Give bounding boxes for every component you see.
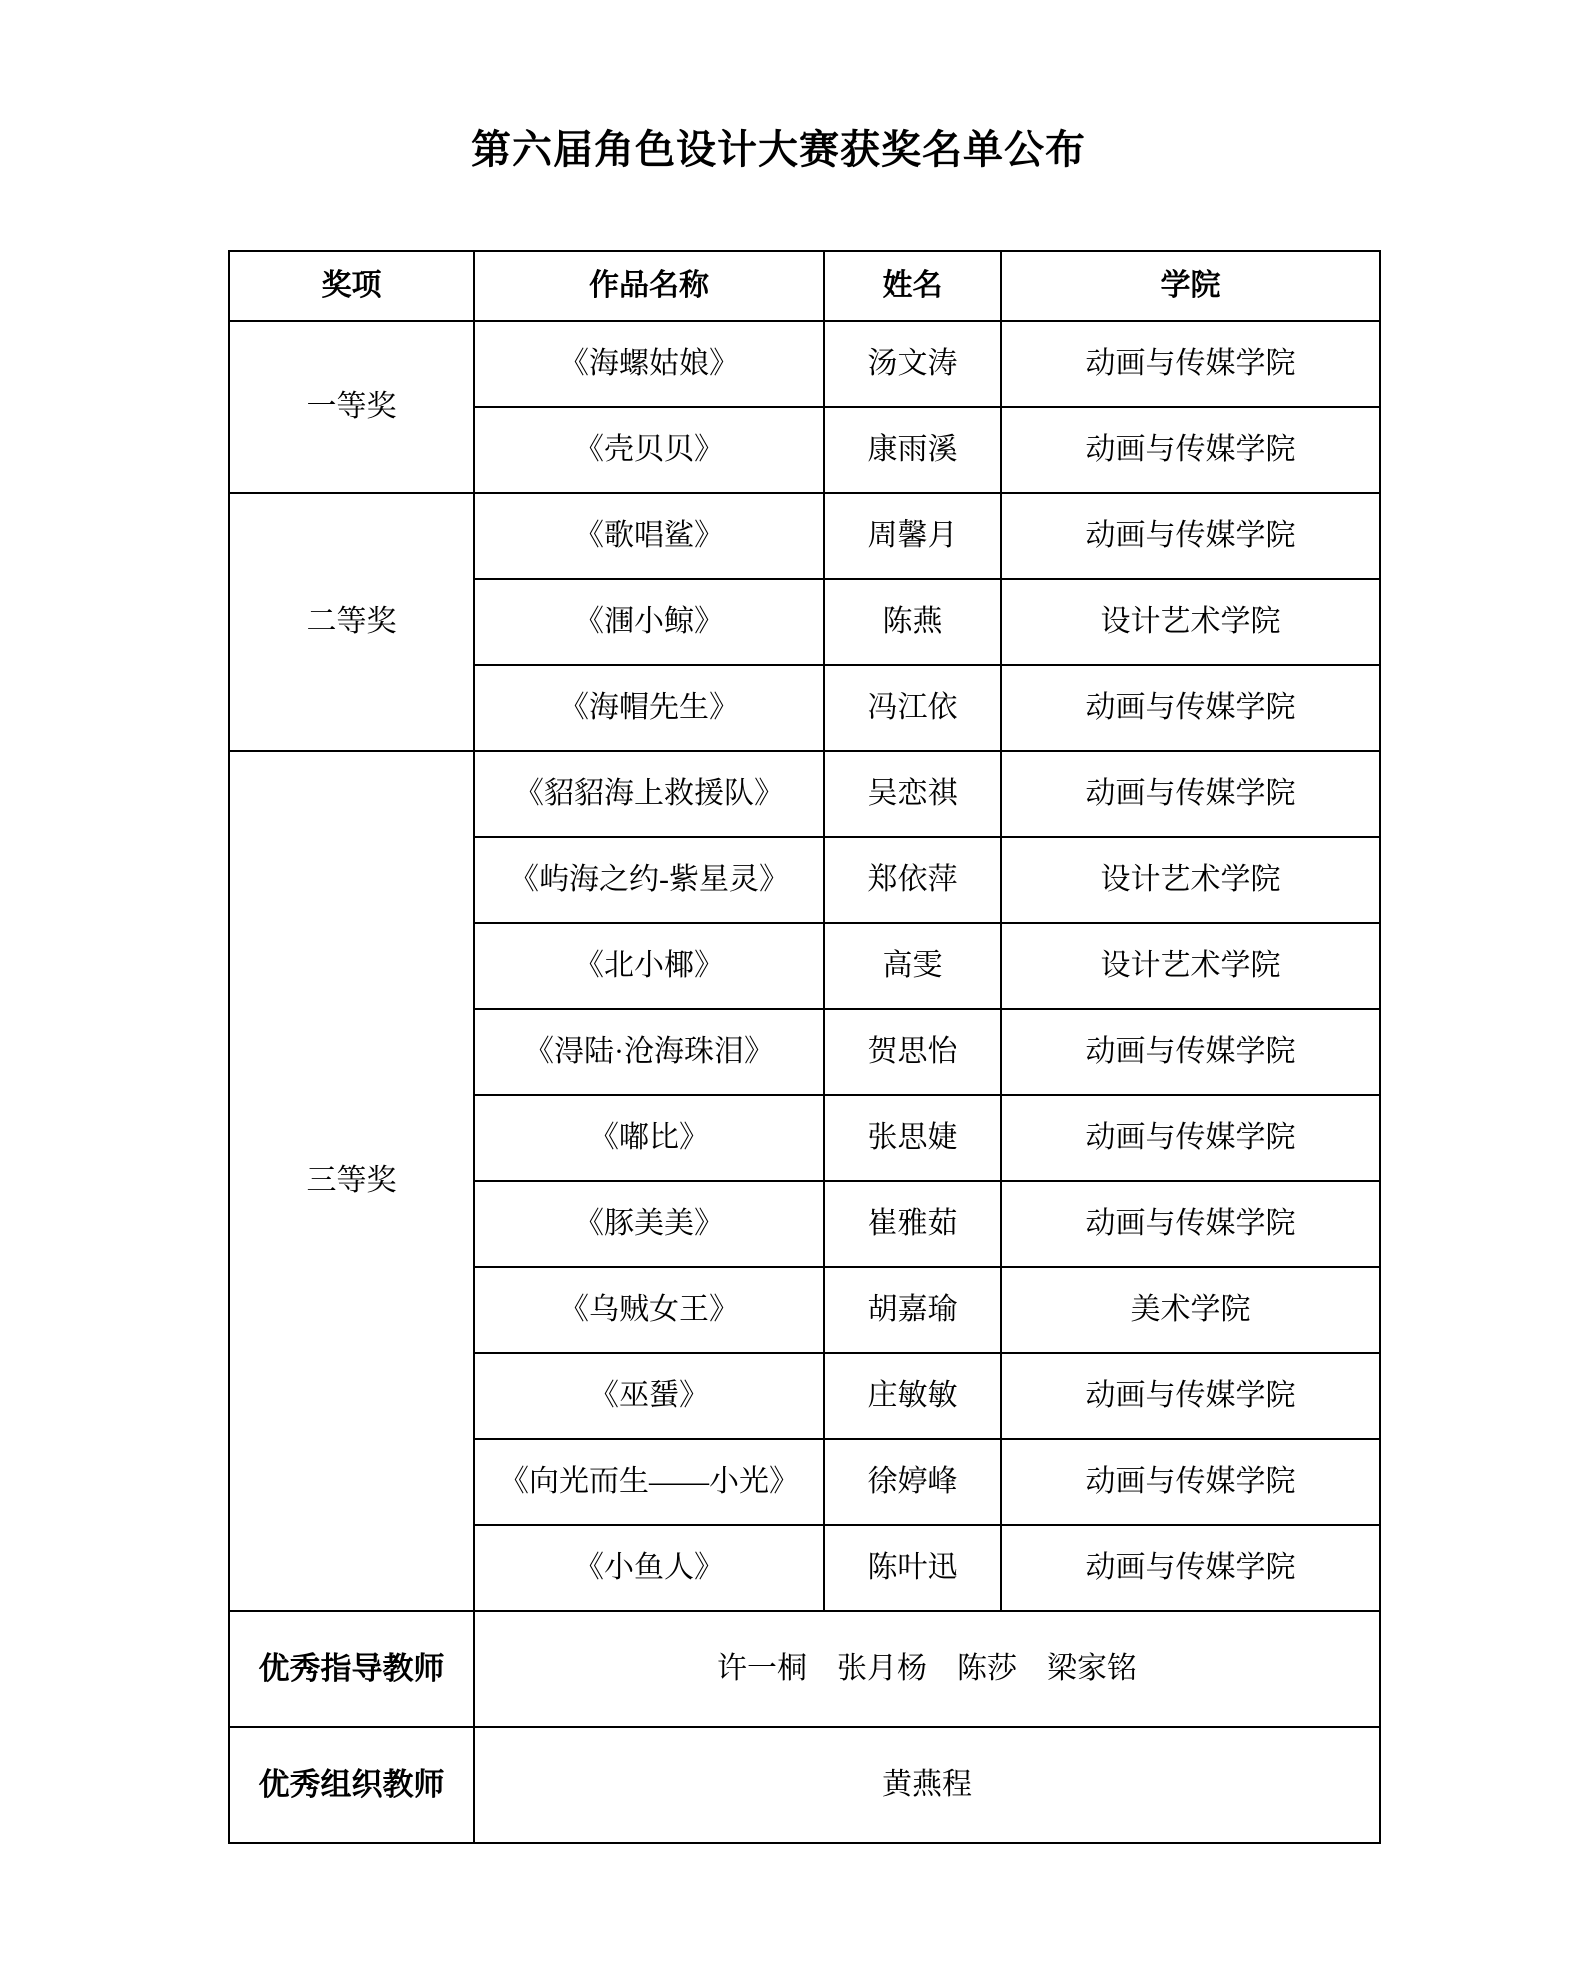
college-cell: 动画与传媒学院: [1001, 751, 1380, 837]
college-cell: 动画与传媒学院: [1001, 665, 1380, 751]
winner-name-cell: 陈叶迅: [824, 1525, 1001, 1611]
column-header-name: 姓名: [824, 251, 1001, 321]
work-title-cell: 《巫蜑》: [474, 1353, 824, 1439]
table-row: [229, 1727, 1380, 1843]
work-title-cell: 《淂陆·沧海珠泪》: [474, 1009, 824, 1095]
work-title-cell: 《向光而生——小光》: [474, 1439, 824, 1525]
winner-name-cell: 吴恋祺: [824, 751, 1001, 837]
work-title-cell: 《壳贝贝》: [474, 407, 824, 493]
special-value-cell: 许一桐 张月杨 陈莎 梁家铭: [474, 1611, 1380, 1727]
winner-name-cell: 庄敏敏: [824, 1353, 1001, 1439]
work-title-cell: 《歌唱鲨》: [474, 493, 824, 579]
work-title-cell: 《貂貂海上救援队》: [474, 751, 824, 837]
college-cell: 设计艺术学院: [1001, 837, 1380, 923]
work-title-cell: 《海螺姑娘》: [474, 321, 824, 407]
winner-name-cell: 贺思怡: [824, 1009, 1001, 1095]
winner-name-cell: 胡嘉瑜: [824, 1267, 1001, 1353]
award-tier-cell: 一等奖: [229, 321, 474, 493]
winner-name-cell: 崔雅茹: [824, 1181, 1001, 1267]
page-title: 第六届角色设计大赛获奖名单公布: [471, 127, 1086, 172]
college-cell: 美术学院: [1001, 1267, 1380, 1353]
college-cell: 动画与传媒学院: [1001, 321, 1380, 407]
work-title-cell: 《屿海之约-紫星灵》: [474, 837, 824, 923]
college-cell: 动画与传媒学院: [1001, 1525, 1380, 1611]
winner-name-cell: 汤文涛: [824, 321, 1001, 407]
award-tier-cell: 二等奖: [229, 493, 474, 751]
college-cell: 动画与传媒学院: [1001, 1439, 1380, 1525]
work-title-cell: 《小鱼人》: [474, 1525, 824, 1611]
special-label-cell: 优秀指导教师: [229, 1611, 474, 1727]
winner-name-cell: 周馨月: [824, 493, 1001, 579]
winner-name-cell: 郑依萍: [824, 837, 1001, 923]
college-cell: 设计艺术学院: [1001, 923, 1380, 1009]
college-cell: 动画与传媒学院: [1001, 1009, 1380, 1095]
table-row: [229, 751, 1380, 837]
winner-name-cell: 徐婷峰: [824, 1439, 1001, 1525]
winner-name-cell: 冯江依: [824, 665, 1001, 751]
table-header-row: [229, 251, 1380, 321]
college-cell: 动画与传媒学院: [1001, 1095, 1380, 1181]
column-header-award: 奖项: [229, 251, 474, 321]
college-cell: 动画与传媒学院: [1001, 1181, 1380, 1267]
column-header-college: 学院: [1001, 251, 1380, 321]
work-title-cell: 《北小椰》: [474, 923, 824, 1009]
work-title-cell: 《嘟比》: [474, 1095, 824, 1181]
special-label-cell: 优秀组织教师: [229, 1727, 474, 1843]
winner-name-cell: 康雨溪: [824, 407, 1001, 493]
work-title-cell: 《乌贼女王》: [474, 1267, 824, 1353]
work-title-cell: 《海帽先生》: [474, 665, 824, 751]
special-value-cell: 黄燕程: [474, 1727, 1380, 1843]
college-cell: 动画与传媒学院: [1001, 493, 1380, 579]
work-title-cell: 《豚美美》: [474, 1181, 824, 1267]
table-row: [229, 1611, 1380, 1727]
college-cell: 设计艺术学院: [1001, 579, 1380, 665]
work-title-cell: 《涠小鲸》: [474, 579, 824, 665]
winner-name-cell: 张思婕: [824, 1095, 1001, 1181]
winner-name-cell: 陈燕: [824, 579, 1001, 665]
college-cell: 动画与传媒学院: [1001, 1353, 1380, 1439]
column-header-work: 作品名称: [474, 251, 824, 321]
awards-table: [228, 250, 1381, 1844]
award-tier-cell: 三等奖: [229, 751, 474, 1611]
college-cell: 动画与传媒学院: [1001, 407, 1380, 493]
winner-name-cell: 高雯: [824, 923, 1001, 1009]
table-row: [229, 493, 1380, 579]
table-row: [229, 321, 1380, 407]
